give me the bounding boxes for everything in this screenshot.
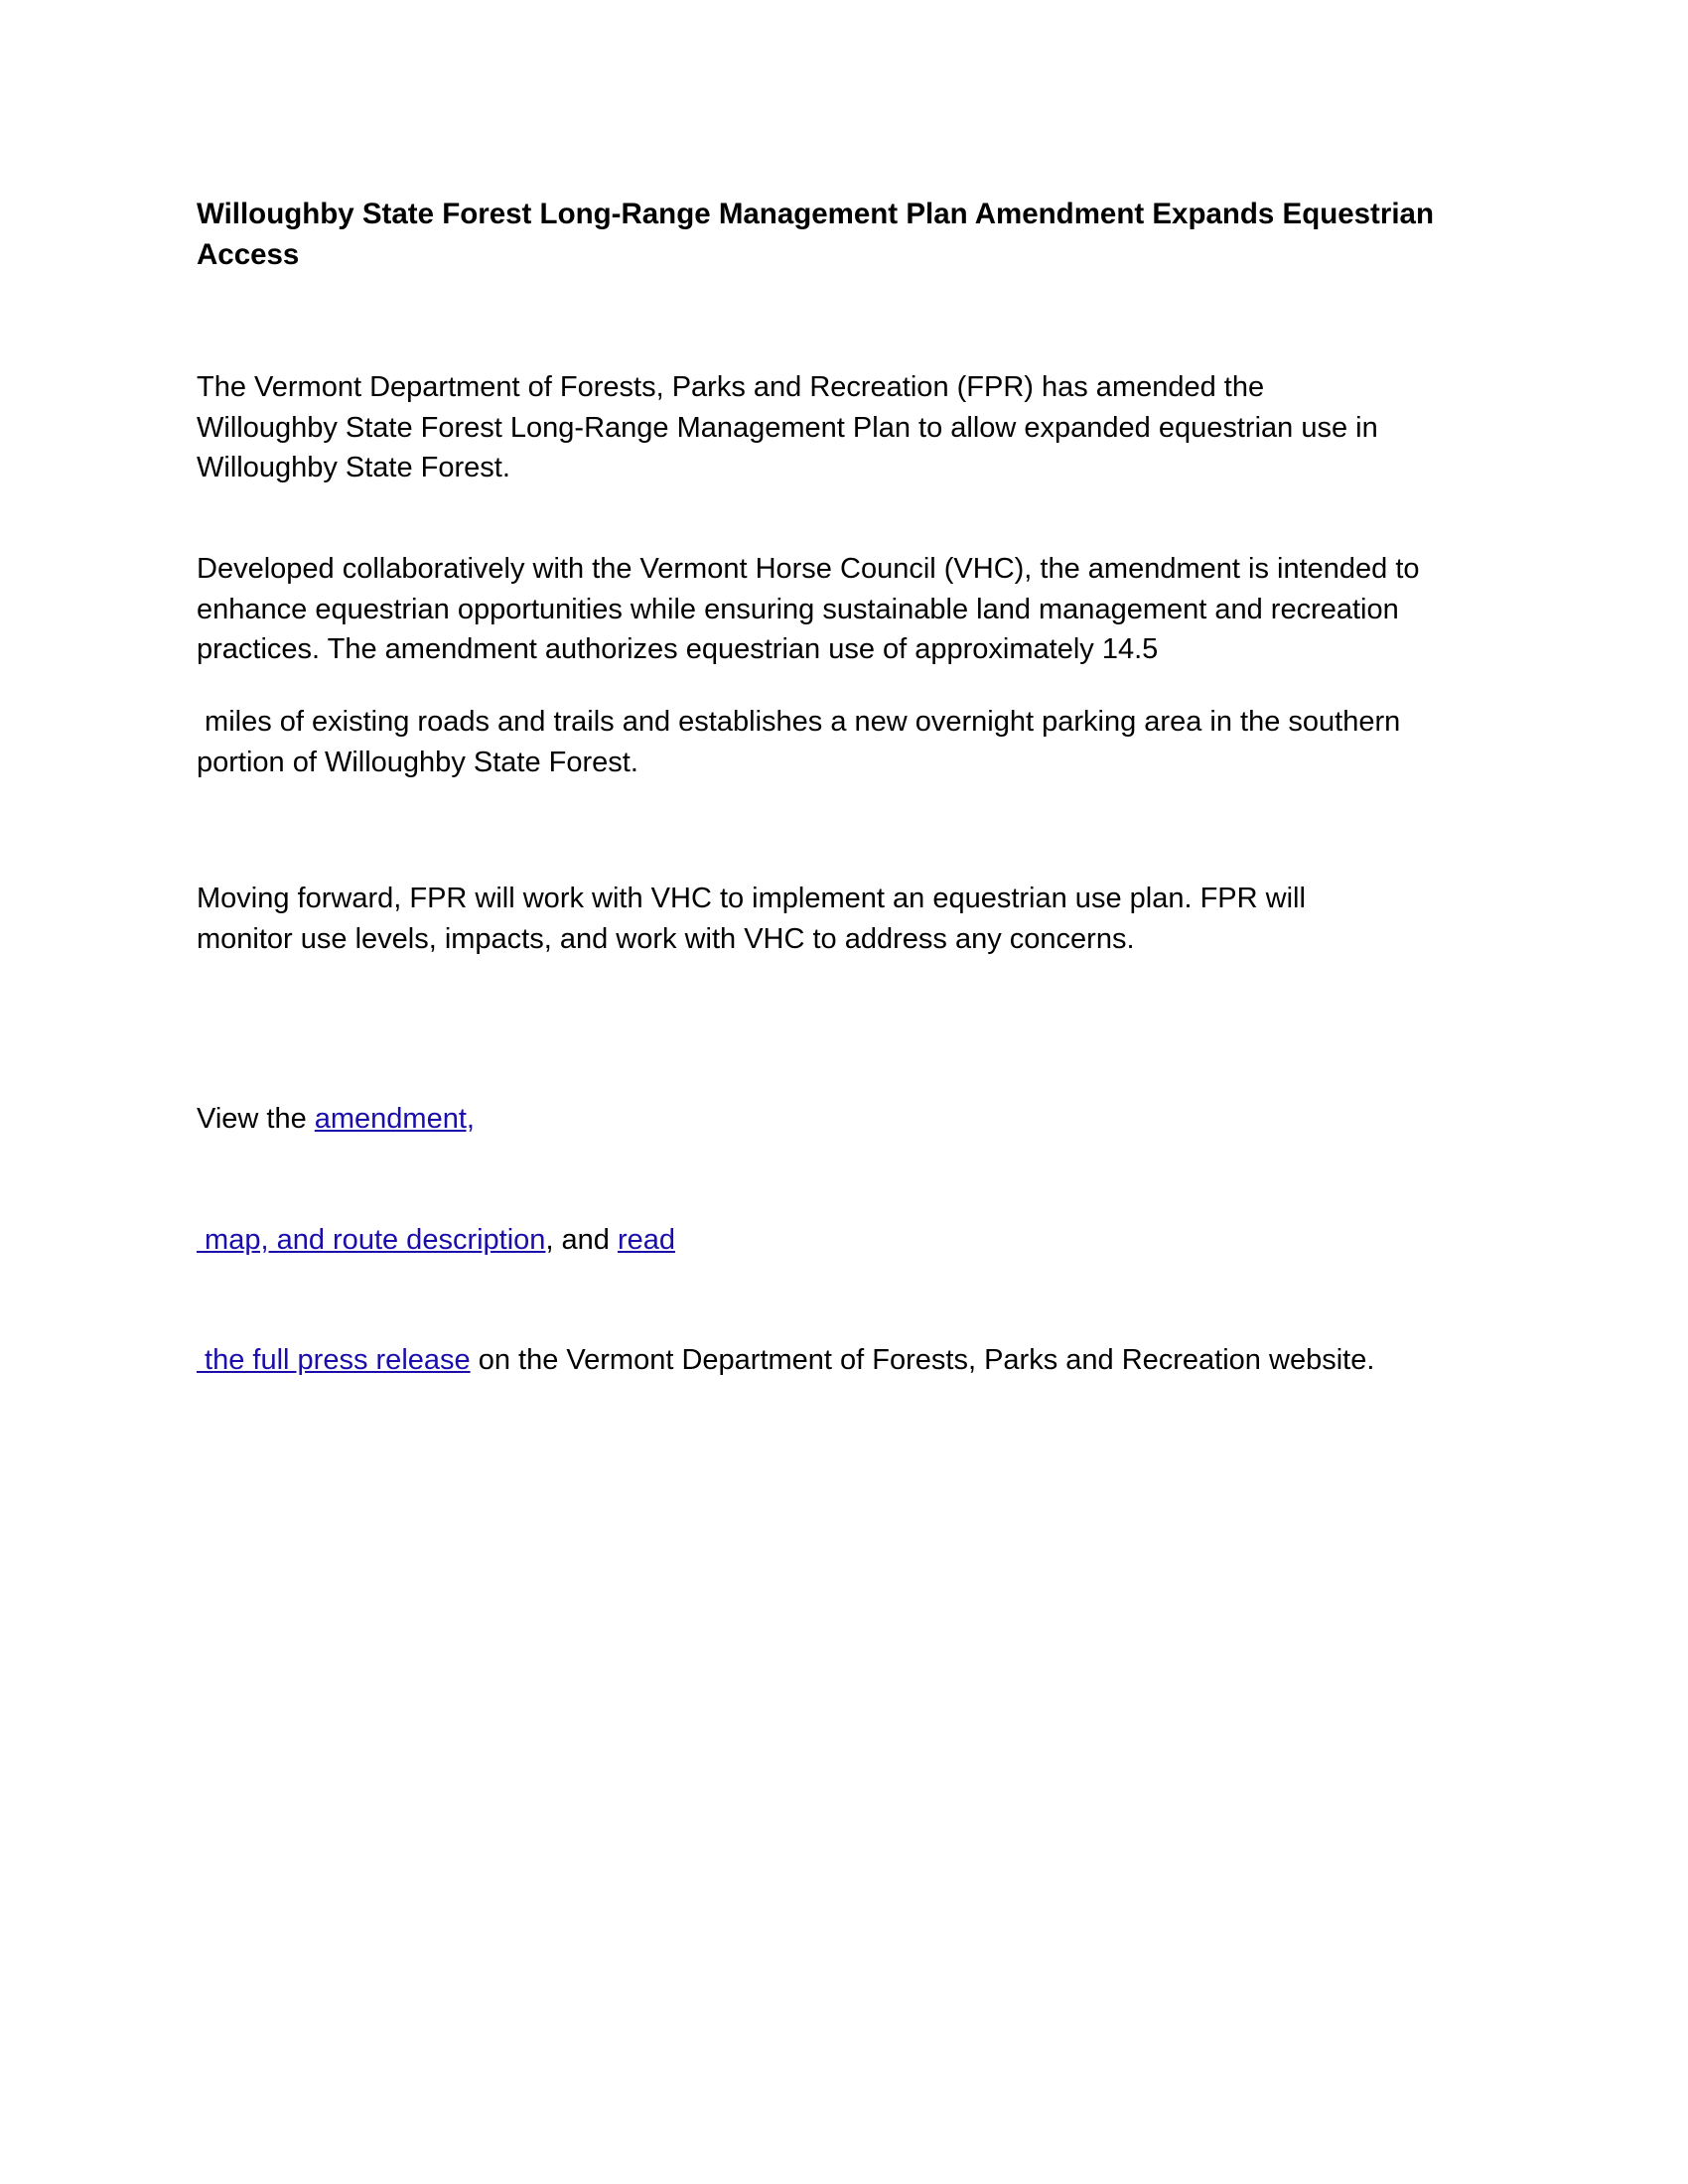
document-title <box>197 195 1497 275</box>
press-release-link-continued[interactable]: the full press release <box>197 1344 471 1376</box>
paragraph-line: Developed collaboratively with the Vermont Horse Council (VHC), the amendment is intended to <box>197 553 1420 585</box>
paragraph-fpr-amendment <box>197 367 1497 488</box>
press-release-link[interactable]: read <box>618 1223 676 1256</box>
paragraph-line: monitor use levels, impacts, and work with VHC to address any concerns. <box>197 922 1135 955</box>
paragraph-line: Willoughby State Forest. <box>197 452 510 483</box>
view-the-text: View the <box>197 1103 315 1135</box>
title-line: Willoughby State Forest Long-Range Management Plan Amendment Expands Equestrian <box>197 198 1434 230</box>
paragraph-line: enhance equestrian opportunities while ensuring sustainable land management and recreation <box>197 593 1399 625</box>
paragraph-line <box>197 1340 1497 1381</box>
paragraph-line <box>197 1220 1497 1261</box>
paragraph-line: miles of existing roads and trails and establishes a new overnight parking area in the southern <box>197 706 1401 738</box>
and-text: , and <box>545 1223 618 1256</box>
website-tail-text: on the Vermont Department of Forests, Parks and Recreation website. <box>470 1344 1375 1376</box>
paragraph-miles-parking <box>197 702 1497 782</box>
paragraph-line <box>197 1099 1497 1140</box>
paragraph-line: Moving forward, FPR will work with VHC to implement an equestrian use plan. FPR will <box>197 883 1306 914</box>
paragraph-moving-forward <box>197 879 1497 959</box>
amendment-link[interactable]: amendment, <box>314 1103 475 1135</box>
amendment-link-continued[interactable]: map, and route description <box>197 1223 546 1256</box>
paragraph-line: The Vermont Department of Forests, Parks and Recreation (FPR) has amended the <box>197 371 1265 403</box>
paragraph-line: portion of Willoughby State Forest. <box>197 746 638 778</box>
paragraph-line: Willoughby State Forest Long-Range Management Plan to allow expanded equestrian use in <box>197 411 1378 444</box>
paragraph-line: practices. The amendment authorizes equestrian use of approximately 14.5 <box>197 633 1159 665</box>
paragraph-view-links <box>197 1019 1497 1461</box>
title-line: Access <box>197 237 300 271</box>
paragraph-vhc-collaboration <box>197 549 1497 670</box>
